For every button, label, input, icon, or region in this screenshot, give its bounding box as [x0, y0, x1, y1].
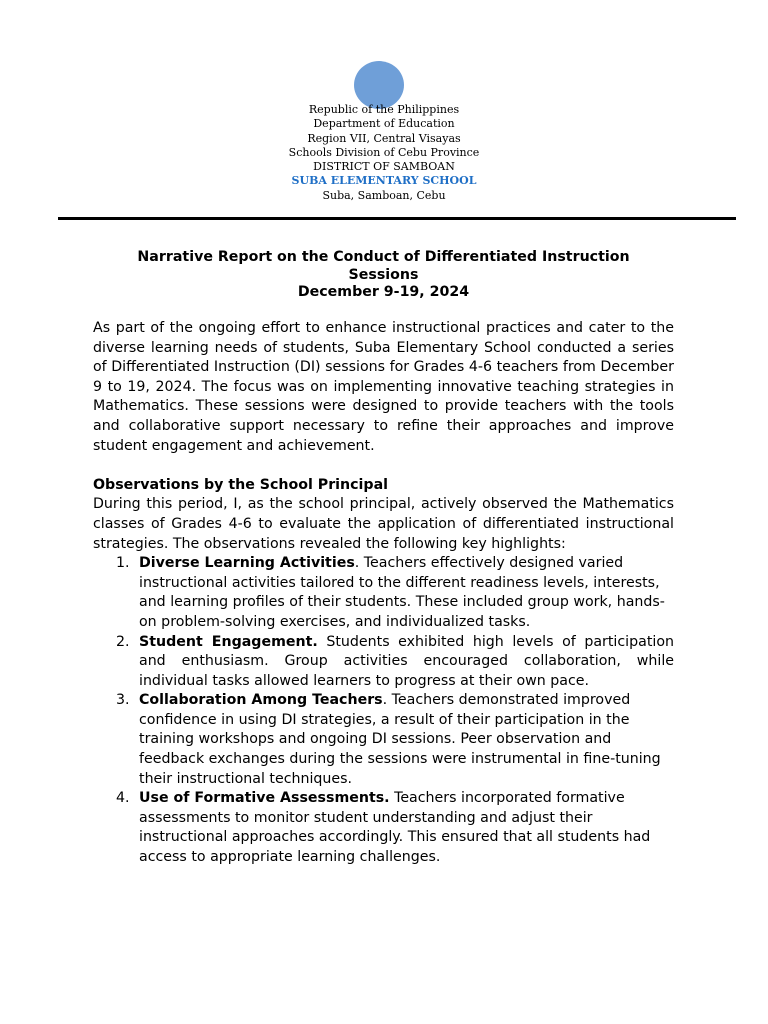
list-item	[93, 633, 674, 692]
list-item	[93, 789, 674, 867]
list-item-number: 1.	[116, 555, 130, 572]
observations-paragraph: During this period, I, as the school principal, actively observed the Mathematics classes of Grades 4-6 to evaluate the application of differentiated instructional strategies. The observations revealed the following key highlights:	[93, 496, 674, 552]
letterhead	[234, 103, 534, 203]
letterhead-republic: Republic of the Philippines	[308, 103, 460, 116]
list-item-lead: Diverse Learning Activities	[139, 555, 355, 572]
report-title-line1: Narrative Report on the Conduct of Differentiated Instruction	[137, 249, 630, 265]
intro-paragraph: As part of the ongoing effort to enhance instructional practices and cater to the diverse learning needs of students, Suba Elementary School conducted a series of Differentiated Instruction (DI) sessions for Grades 4-6 teachers from December 9 to 19, 2024. The focus was on implementing innovative teaching strategies in Mathematics. These sessions were designed to provide teachers with the tools and collaborative support necessary to refine their approaches and improve student engagement and achievement.	[93, 320, 674, 454]
report-date: December 9-19, 2024	[297, 284, 470, 301]
list-item-text: . Teachers demonstrated improved confidence in using DI strategies, a result of their participation in the training workshops and ongoing DI sessions. Peer observation and feedback exchanges during the sessions were instrumental in fine-tuning their instructional techniques.	[139, 692, 661, 787]
report-title-line2: Sessions	[348, 266, 419, 283]
letterhead-school-name: SUBA ELEMENTARY SCHOOL	[291, 174, 477, 188]
school-logo	[354, 61, 404, 109]
list-item-lead: Use of Formative Assessments.	[139, 790, 390, 807]
report-title	[93, 249, 674, 302]
highlights-list	[93, 554, 674, 868]
list-item-number: 3.	[116, 692, 130, 709]
list-item-text: . Teachers effectively designed varied instructional activities tailored to the different readiness levels, interests, and learning profiles of their students. These included group work, hands-on problem-solving exercises, and individualized tasks.	[139, 555, 665, 630]
list-item	[93, 554, 674, 632]
list-item-number: 2.	[116, 633, 130, 650]
observations-heading: Observations by the School Principal	[93, 476, 389, 493]
list-item-lead: Collaboration Among Teachers	[139, 692, 383, 709]
report-body	[93, 319, 674, 868]
list-item-text: Teachers incorporated formative assessments to monitor student understanding and adjust their instructional approaches accordingly. This ensured that all students had access to appropriate learning challenges.	[139, 790, 651, 866]
list-item-text: Students exhibited high levels of participation and enthusiasm. Group activities encouraged collaboration, while individual tasks allowed learners to progress at their own pace.	[139, 633, 674, 689]
letterhead-address: Suba, Samboan, Cebu	[322, 188, 446, 202]
list-item-number: 4.	[116, 790, 130, 807]
list-item-lead: Student Engagement.	[139, 633, 318, 650]
letterhead-region: Region VII, Central Visayas	[307, 131, 461, 145]
header-divider	[58, 217, 736, 220]
letterhead-department: Department of Education	[313, 117, 455, 131]
list-item	[93, 691, 674, 789]
letterhead-division: Schools Division of Cebu Province	[288, 145, 480, 159]
letterhead-district: DISTRICT OF SAMBOAN	[313, 160, 455, 174]
